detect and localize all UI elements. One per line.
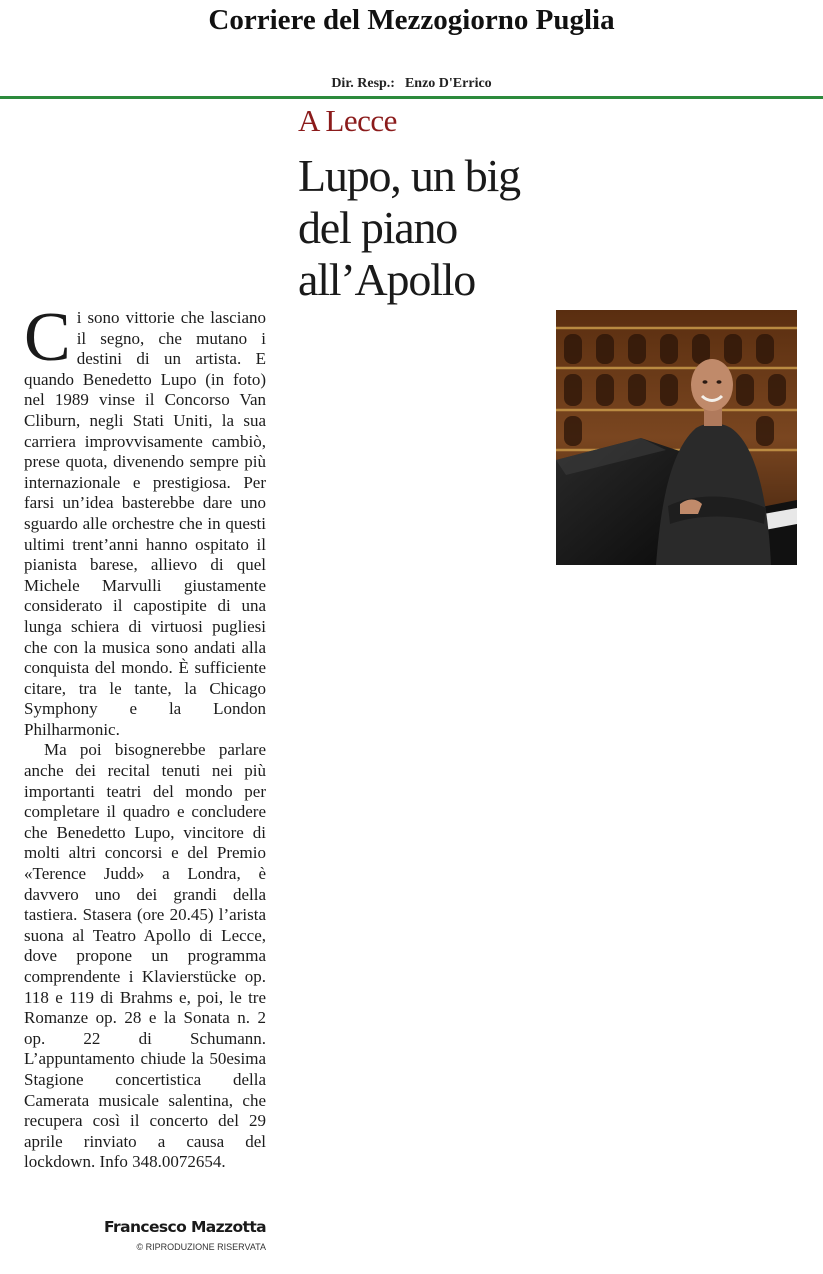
- headline-line: all’Apollo: [298, 254, 476, 305]
- article-kicker: A Lecce: [298, 103, 397, 138]
- article-body: [24, 299, 266, 1173]
- article-photo: [556, 310, 797, 565]
- director-label: Dir. Resp.:: [331, 76, 395, 91]
- director-line: [0, 76, 823, 92]
- director-name: Enzo D'Errico: [404, 76, 492, 91]
- article-headline: [298, 150, 598, 306]
- masthead-title: Corriere del Mezzogiorno Puglia: [208, 4, 615, 36]
- pianist-photo-image: [556, 310, 797, 565]
- article-paragraph: [24, 299, 266, 740]
- header-rule: [0, 96, 823, 99]
- copyright-notice: © RIPRODUZIONE RISERVATA: [136, 1242, 266, 1252]
- headline-line: Lupo, un big: [298, 150, 520, 201]
- drop-cap: C: [24, 299, 71, 376]
- paragraph-text: i sono vittorie che lasciano il segno, che mutano i destini di un artista. E quando Benedetto Lupo (in foto) nel 1989 vinse il Concorso Van Cliburn, negli Stati Uniti, la sua carriera improvvisamente cambiò, prese quota, divenendo sempre più internazionale e prestigiosa. Per farsi un’idea basterebbe dare uno sguardo alle orchestre che in questi ultimi trent’anni hanno ospitato il pianista barese, allievo di quel Michele Marvulli giustamente considerato il capostipite di una lunga schiera di virtuosi pugliesi che con la musica sono andati alla conquista del mondo. È sufficiente citare, tra le tante, la Chicago Symphony e la London Philharmonic.: [24, 308, 266, 739]
- article-paragraph: Ma poi bisognerebbe parlare anche dei recital tenuti nei più importanti teatri del mondo per completare il quadro e concludere che Benedetto Lupo, vincitore di molti altri concorsi e del Premio «Terence Judd» a Londra, è davvero uno dei grandi della tastiera. Stasera (ore 20.45) l’arista suona al Teatro Apollo di Lecce, dove propone un programma comprendente i Klavierstücke op. 118 e 119 di Brahms e, poi, le tre Romanze op. 28 e la Sonata n. 2 op. 22 di Schumann. L’appuntamento chiude la 50esima Stagione concertistica della Camerata musicale salentina, che recupera così il concerto del 29 aprile rinviato a causa del lockdown. Info 348.0072654.: [24, 740, 266, 1172]
- headline-line: del piano: [298, 202, 458, 253]
- author-byline: Francesco Mazzotta: [104, 1218, 266, 1236]
